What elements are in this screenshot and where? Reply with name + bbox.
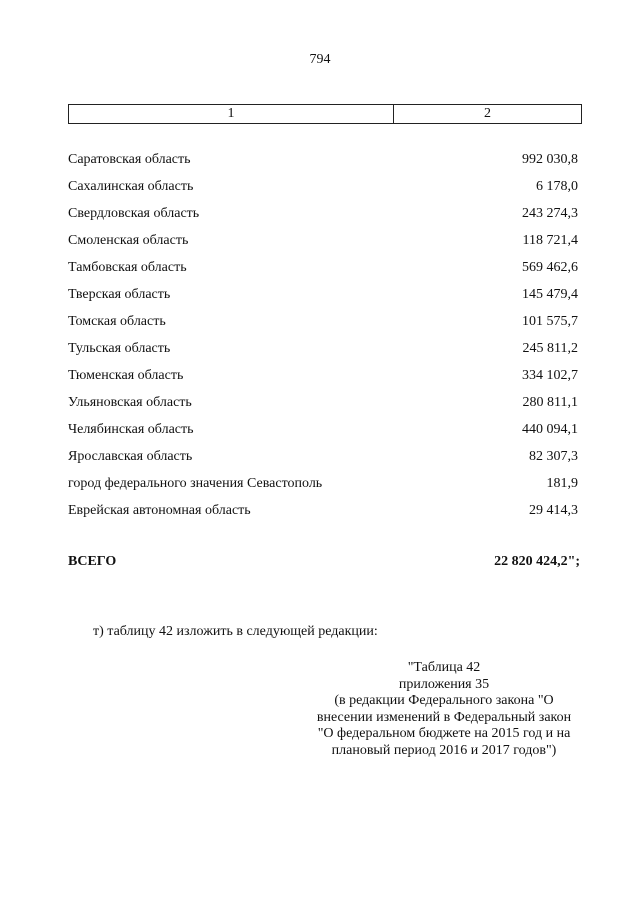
caption-line: (в редакции Федерального закона "О	[334, 693, 554, 708]
column-header-1: 1	[69, 105, 394, 123]
region-name: Ярославская область	[68, 448, 193, 464]
region-value: 569 462,6	[522, 259, 578, 275]
region-value: 101 575,7	[522, 313, 578, 329]
region-name: Тамбовская область	[68, 259, 187, 275]
caption-line: "Таблица 42	[407, 660, 481, 675]
region-name: Челябинская область	[68, 421, 194, 437]
region-value: 440 094,1	[522, 421, 578, 437]
table-row	[68, 389, 578, 416]
region-value: 118 721,4	[522, 232, 578, 248]
total-label: ВСЕГО	[68, 554, 117, 569]
amendment-instruction: т) таблицу 42 изложить в следующей редакции:	[93, 624, 378, 639]
region-value: 334 102,7	[522, 367, 578, 383]
caption-line: плановый период 2016 и 2017 годов")	[331, 742, 557, 758]
region-value: 245 811,2	[522, 340, 578, 356]
region-name: Сахалинская область	[68, 178, 194, 194]
table-row	[68, 227, 578, 254]
region-value: 145 479,4	[522, 286, 578, 302]
region-name: город федерального значения Севастополь	[68, 475, 323, 491]
region-value: 6 178,0	[536, 178, 578, 194]
region-list	[68, 146, 578, 524]
table-row	[68, 308, 578, 335]
table-row	[68, 254, 578, 281]
caption-line: "О федеральном бюджете на 2015 год и на	[317, 726, 571, 741]
table-row	[68, 281, 578, 308]
page-number: 794	[309, 52, 331, 67]
region-name: Еврейская автономная область	[68, 502, 251, 518]
region-value: 29 414,3	[529, 502, 578, 518]
region-name: Тюменская область	[68, 367, 184, 383]
total-row	[68, 554, 580, 570]
column-header-table	[68, 104, 582, 124]
region-name: Саратовская область	[68, 151, 191, 167]
region-name: Тульская область	[68, 340, 171, 356]
region-value: 243 274,3	[522, 205, 578, 221]
region-name: Томская область	[68, 313, 166, 329]
table-row	[68, 416, 578, 443]
table-row	[68, 497, 578, 524]
region-value: 82 307,3	[529, 448, 578, 464]
table-row	[68, 173, 578, 200]
region-value: 181,9	[546, 475, 578, 491]
table-row	[68, 362, 578, 389]
column-header-2: 2	[484, 106, 491, 121]
region-name: Тверская область	[68, 286, 171, 302]
region-name: Ульяновская область	[68, 394, 192, 410]
caption-line: внесении изменений в Федеральный закон	[316, 709, 572, 725]
table-row	[68, 200, 578, 227]
region-value: 992 030,8	[522, 151, 578, 167]
table-row	[68, 443, 578, 470]
region-name: Смоленская область	[68, 232, 189, 248]
table-caption	[296, 660, 592, 759]
total-value: 22 820 424,2";	[494, 554, 580, 569]
table-row	[68, 146, 578, 173]
region-name: Свердловская область	[68, 205, 200, 221]
table-row	[68, 470, 578, 497]
caption-line: приложения 35	[398, 676, 490, 692]
region-value: 280 811,1	[522, 394, 578, 410]
table-row	[68, 335, 578, 362]
